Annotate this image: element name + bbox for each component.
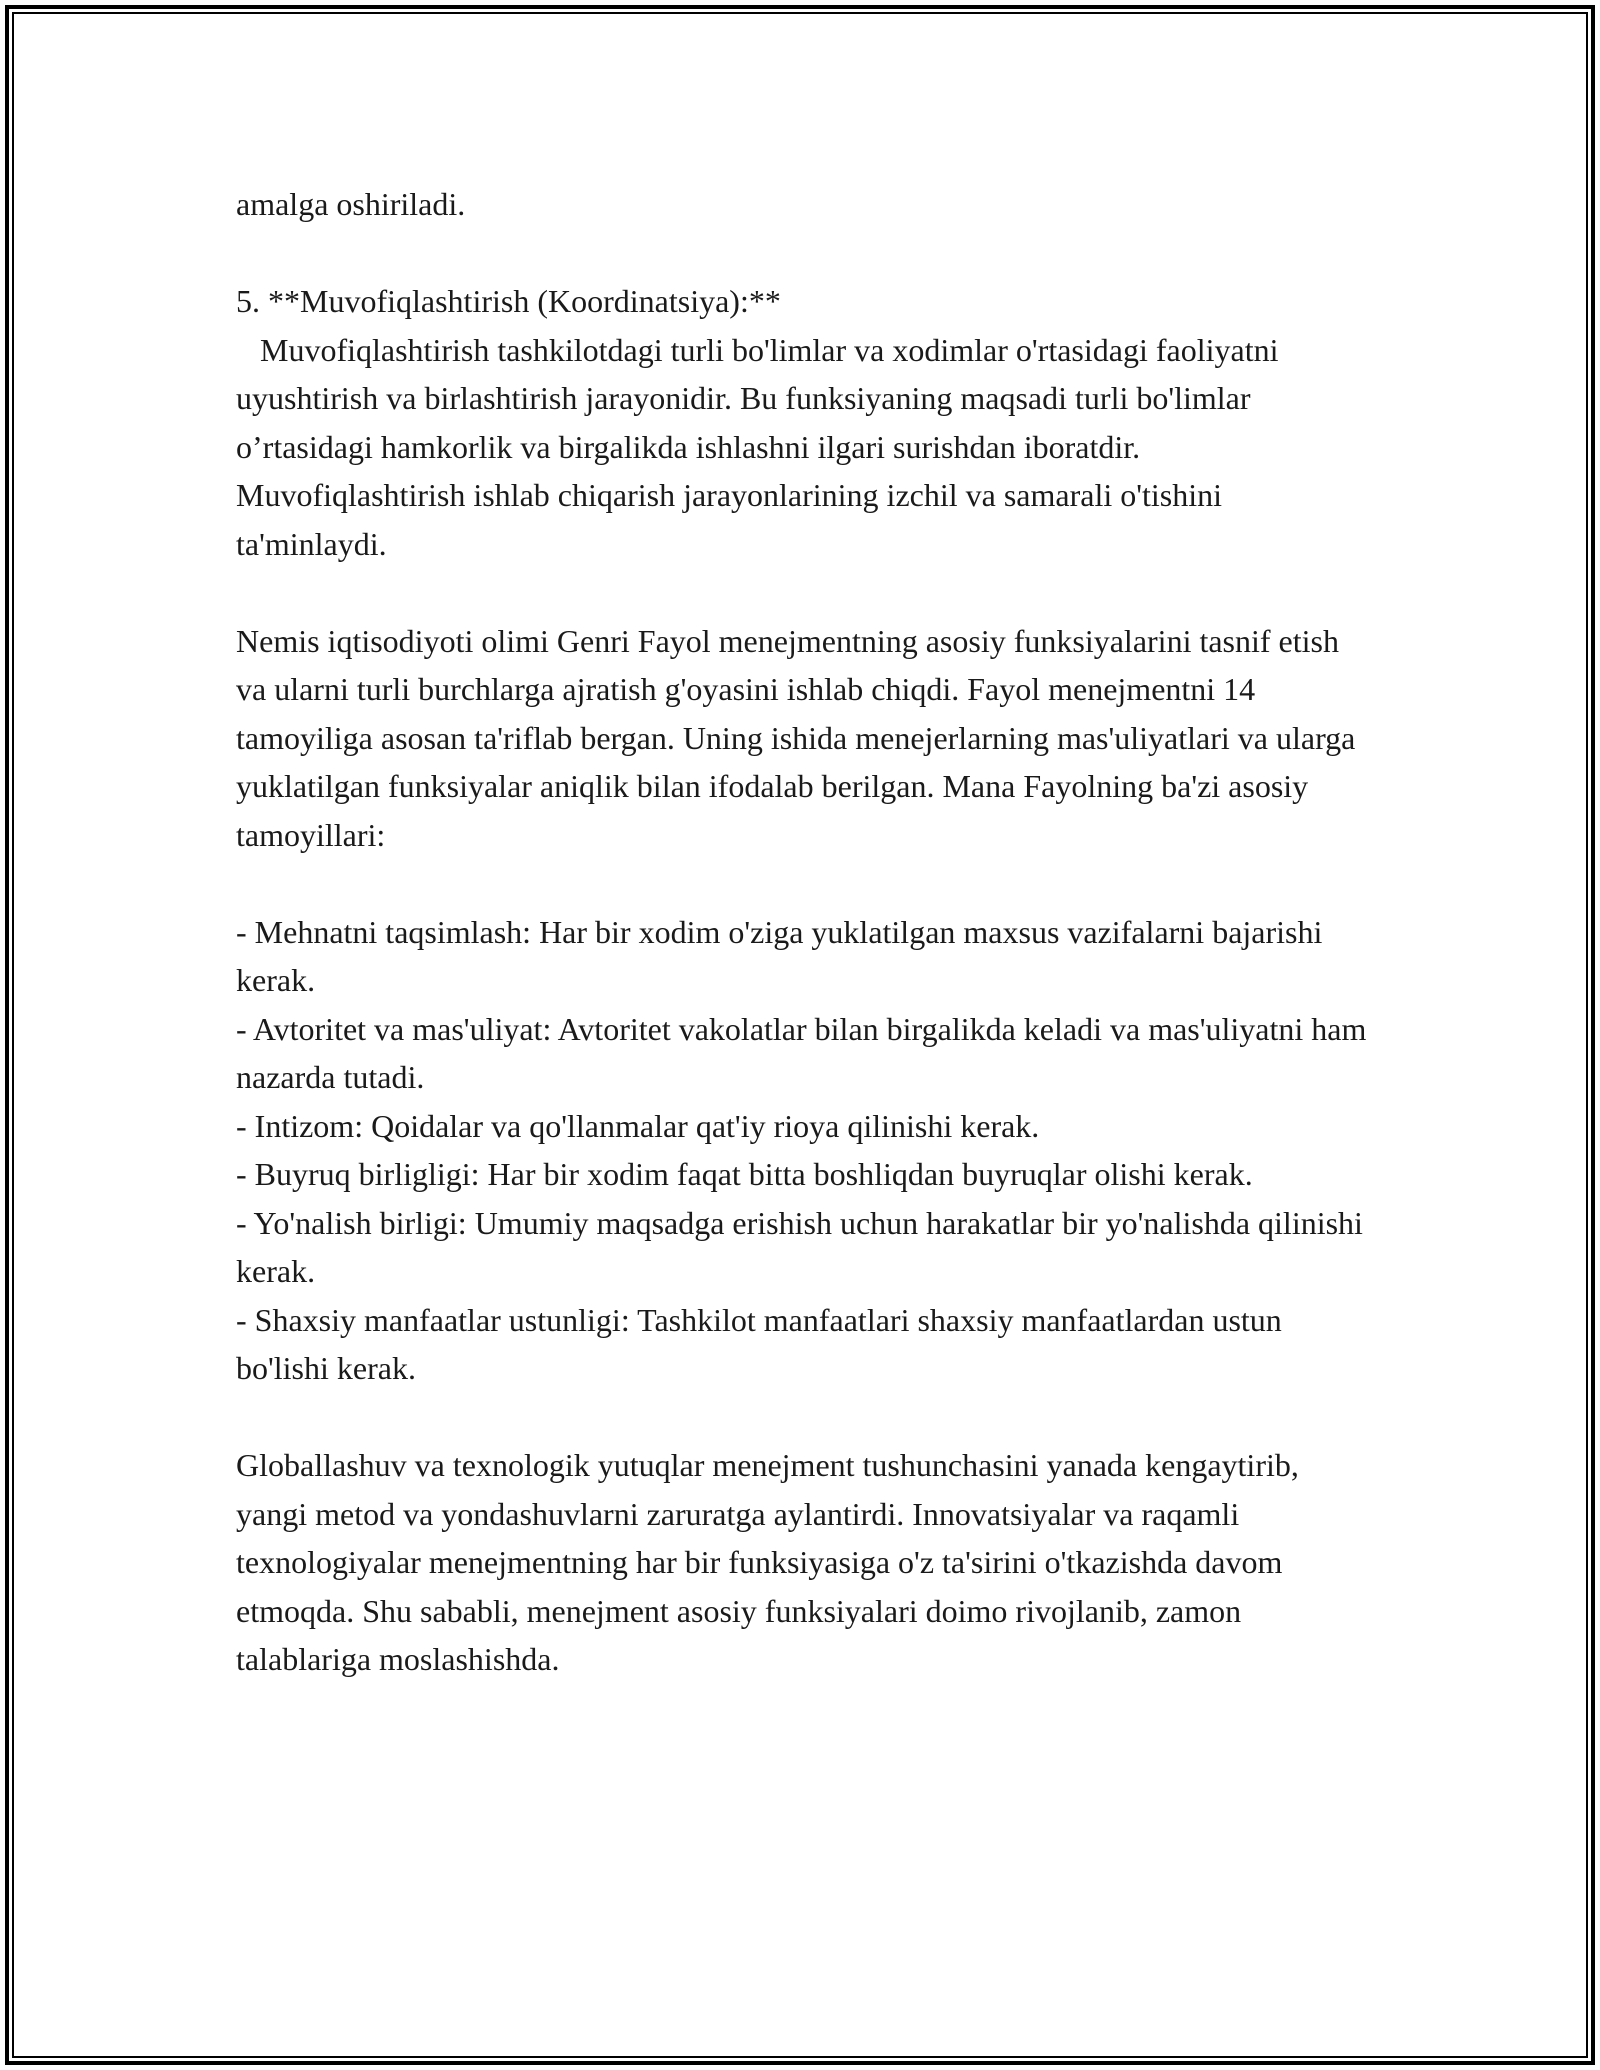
section-heading: 5. **Muvofiqlashtirish (Koordinatsiya):** [236,283,781,319]
final-paragraph: Globallashuv va texnologik yutuqlar menejment tushunchasini yanada kengaytirib, yangi metod va yondashuvlarni zaruratga aylantirdi. Innovatsiyalar va raqamli texnologiyalar menejmentning har bir funksiyasiga o'z ta'sirini o'tkazishda davom etmoqda. Shu sababli, menejment asosiy funksiyalari doimo rivojlanib, zamon talablariga moslashishda. [236,1447,1307,1677]
principles-list [236,908,1376,1393]
paragraph-gap [236,568,1376,617]
fayol-paragraph: Nemis iqtisodiyoti olimi Genri Fayol menejmentning asosiy funksiyalarini tasnif etish va ularni turli burchlarga ajratish g'oyasini ishlab chiqdi. Fayol menejmentni 14 tamoyiliga asosan ta'riflab bergan. Uning ishida menejerlarning mas'uliyatlari va ularga yuklatilgan funksiyalar aniqlik bilan ifodalab berilgan. Mana Fayolning ba'zi asosiy tamoyillari: [236,622,1364,853]
paragraph-gap [236,229,1376,278]
list-item: - Shaxsiy manfaatlar ustunligi: Tashkilot manfaatlari shaxsiy manfaatlardan ustun bo'lishi kerak. [236,1301,1290,1386]
paragraph-gap [236,859,1376,908]
closing-line: amalga oshiriladi. [236,186,466,222]
list-item: - Avtoritet va mas'uliyat: Avtoritet vakolatlar bilan birgalikda keladi va mas'uliyatni ham nazarda tutadi. [236,1010,1375,1095]
section-body: Muvofiqlashtirish tashkilotdagi turli bo'limlar va xodimlar o'rtasidagi faoliyatni uyushtirish va birlashtirish jarayonidir. Bu funksiyaning maqsadi turli bo'limlar o’rtasidagi hamkorlik va birgalikda ishlashni ilgari surishdan iboratdir. Muvofiqlashtirish ishlab chiqarish jarayonlarining izchil va samarali o'tishini ta'minlaydi. [236,331,1287,562]
paragraph-gap [236,1393,1376,1442]
list-item: - Mehnatni taqsimlash: Har bir xodim o'ziga yuklatilgan maxsus vazifalarni bajarishi kerak. [236,913,1331,998]
document-body [236,180,1376,1684]
list-item: - Intizom: Qoidalar va qo'llanmalar qat'iy rioya qilinishi kerak. [236,1107,1040,1144]
list-item: - Buyruq birligligi: Har bir xodim faqat bitta boshliqdan buyruqlar olishi kerak. [236,1156,1253,1192]
list-item: - Yo'nalish birligi: Umumiy maqsadga erishish uchun harakatlar bir yo'nalishda qilinishi kerak. [236,1204,1371,1289]
